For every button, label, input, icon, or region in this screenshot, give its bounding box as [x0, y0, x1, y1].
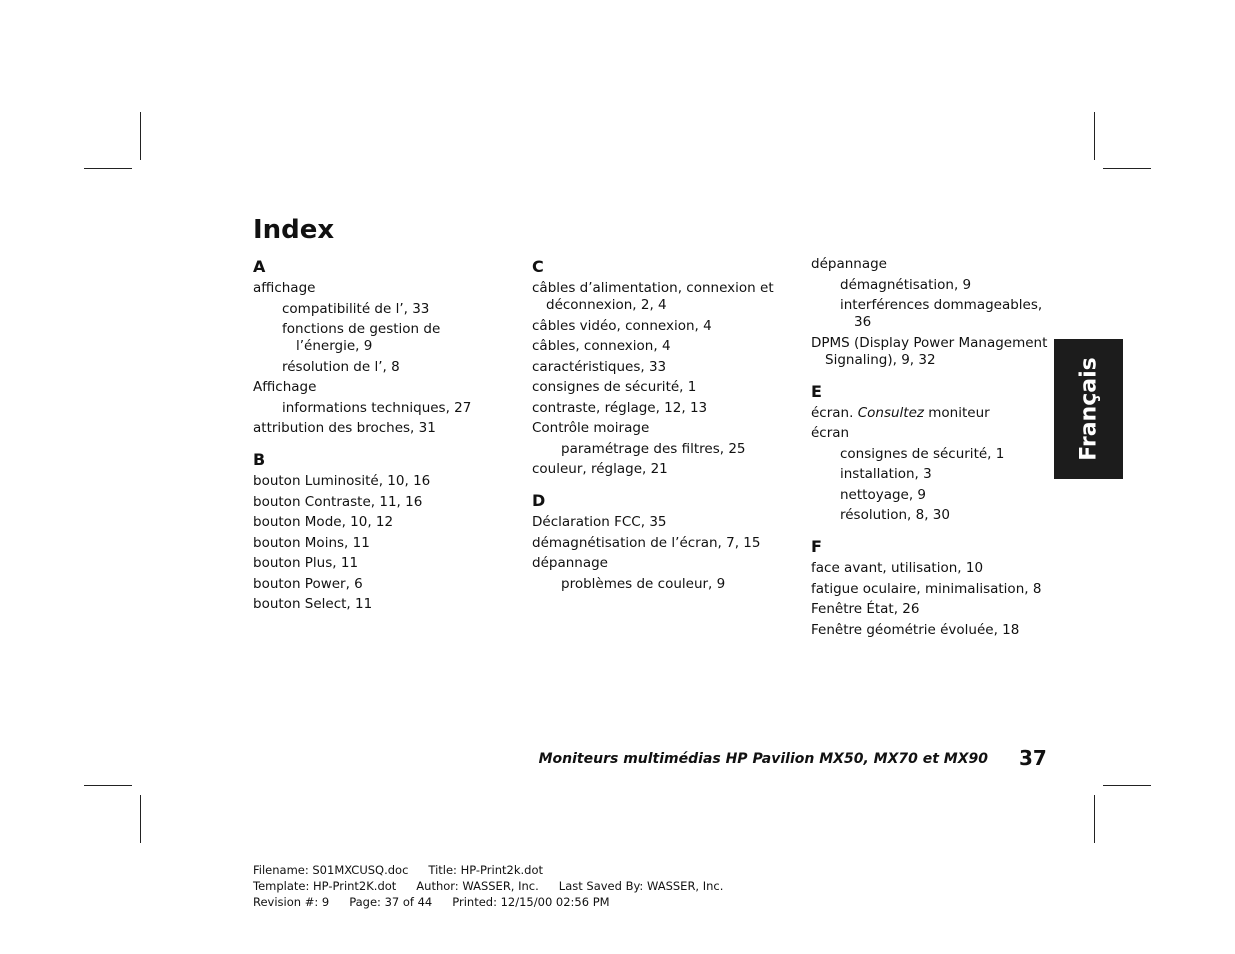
metadata-printed: Printed: 12/15/00 02:56 PM [452, 895, 610, 909]
language-tab-label: Français [1076, 357, 1101, 461]
index-subentry: nettoyage, 9 [840, 486, 927, 503]
metadata-author: Author: WASSER, Inc. [416, 879, 539, 893]
crop-mark [1103, 785, 1151, 786]
index-entry: bouton Mode, 10, 12 [253, 514, 394, 530]
crop-mark [84, 785, 132, 786]
index-subentry: installation, 3 [840, 466, 932, 482]
index-entry: câbles vidéo, connexion, 4 [532, 317, 712, 334]
index-entry: bouton Power, 6 [253, 575, 363, 592]
index-subentry: problèmes de couleur, 9 [561, 575, 726, 592]
metadata-line [253, 878, 743, 894]
index-entry: attribution des broches, 31 [253, 420, 436, 436]
index-entry: contraste, réglage, 12, 13 [532, 399, 708, 416]
crop-mark [1103, 168, 1151, 169]
index-subentry: résolution de l’, 8 [282, 358, 400, 375]
index-column [811, 256, 1061, 642]
index-entry: Déclaration FCC, 35 [532, 514, 667, 530]
index-letter-heading: C [532, 257, 544, 276]
index-letter-heading: B [253, 450, 266, 469]
crop-mark [1094, 795, 1095, 843]
index-entry: fatigue oculaire, minimalisation, 8 [811, 580, 1042, 597]
index-subentry: interférences dommageables, 36 [840, 297, 1043, 330]
index-entry: face avant, utilisation, 10 [811, 560, 984, 576]
index-entry: bouton Moins, 11 [253, 534, 370, 551]
index-subentry: compatibilité de l’, 33 [282, 300, 430, 317]
crop-mark [1094, 112, 1095, 160]
index-entry: écran. Consultez moniteur [811, 404, 990, 421]
index-subentry: paramétrage des filtres, 25 [561, 440, 746, 457]
metadata-line [253, 894, 743, 910]
crop-mark [140, 112, 141, 160]
index-column [253, 256, 503, 617]
index-entry: Fenêtre État, 26 [811, 601, 920, 617]
index-entry: Affichage [253, 379, 317, 395]
index-entry: couleur, réglage, 21 [532, 461, 668, 477]
metadata-last-saved: Last Saved By: WASSER, Inc. [558, 879, 724, 893]
index-subentry: démagnétisation, 9 [840, 276, 972, 293]
index-entry: démagnétisation de l’écran, 7, 15 [532, 534, 761, 551]
index-letter-heading: A [253, 257, 266, 276]
crop-mark [140, 795, 141, 843]
metadata-template: Template: HP-Print2K.dot [253, 879, 397, 893]
index-column [532, 256, 782, 596]
index-entry: câbles d’alimentation, connexion et déconnexion, 2, 4 [532, 280, 774, 313]
index-entry: dépannage [811, 256, 887, 272]
index-entry: caractéristiques, 33 [532, 358, 667, 375]
metadata-page: Page: 37 of 44 [349, 895, 433, 909]
index-letter-heading: F [811, 537, 822, 556]
metadata-filename: Filename: S01MXCUSQ.doc [253, 863, 409, 877]
crop-mark [84, 168, 132, 169]
language-tab [1054, 339, 1123, 479]
document-metadata [253, 862, 743, 910]
index-entry: bouton Luminosité, 10, 16 [253, 473, 431, 489]
index-entry: affichage [253, 280, 316, 296]
metadata-revision: Revision #: 9 [253, 895, 330, 909]
metadata-line [253, 862, 743, 878]
index-entry: bouton Select, 11 [253, 596, 373, 612]
index-entry: écran [811, 425, 850, 441]
index-entry: bouton Plus, 11 [253, 555, 359, 571]
index-entry: bouton Contraste, 11, 16 [253, 493, 423, 510]
index-entry: DPMS (Display Power Management Signaling), 9, 32 [811, 334, 1048, 368]
index-subentry: informations techniques, 27 [282, 399, 472, 416]
running-footer-title: Moniteurs multimédias HP Pavilion MX50, MX70 et MX90 [538, 751, 988, 767]
page-title: Index [253, 215, 335, 245]
index-entry: consignes de sécurité, 1 [532, 379, 697, 395]
index-subentry: consignes de sécurité, 1 [840, 445, 1005, 462]
metadata-title: Title: HP-Print2k.dot [428, 863, 543, 877]
index-subentry: résolution, 8, 30 [840, 507, 950, 523]
index-entry: Contrôle moirage [532, 420, 650, 436]
index-entry: câbles, connexion, 4 [532, 338, 671, 354]
page-number: 37 [1019, 746, 1047, 770]
index-subentry: fonctions de gestion de l’énergie, 9 [282, 321, 441, 354]
index-letter-heading: E [811, 381, 822, 401]
index-letter-heading: D [532, 491, 546, 510]
index-entry: dépannage [532, 555, 608, 571]
index-entry: Fenêtre géométrie évoluée, 18 [811, 621, 1020, 638]
